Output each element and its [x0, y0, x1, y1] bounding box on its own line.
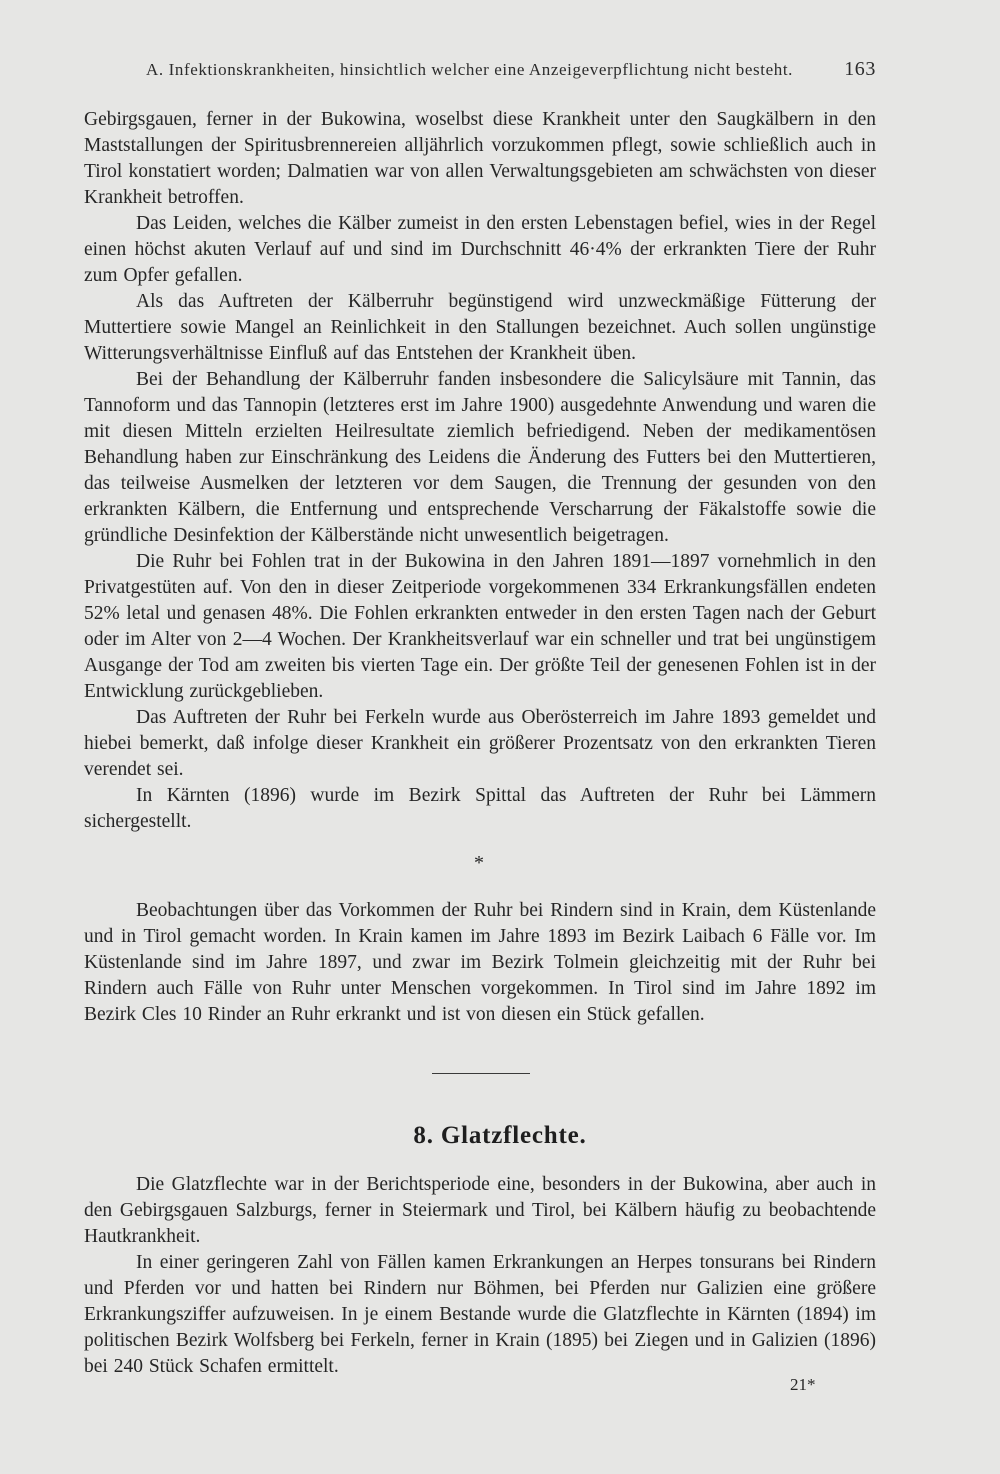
text-block-ruhr [84, 107, 876, 835]
running-title: A. Infektionskrankheiten, hinsichtlich welcher eine Anzeigeverpflichtung nicht besteht. [146, 60, 794, 79]
paragraph: Beobachtungen über das Vorkommen der Ruhr bei Rindern sind in Krain, dem Küstenlande und in Tirol gemacht worden. In Krain kamen im Jahre 1893 im Bezirk Laibach 6 Fälle vor. Im Küstenlande sind im Jahre 1897, und zwar im Bezirk Tolmein gleichzeitig mit der Ruhr bei Rindern auch Fälle von Ruhr unter Menschen vorgekommen. In Tirol sind im Jahre 1892 im Bezirk Cles 10 Rinder an Ruhr erkrankt und ist von diesen ein Stück gefallen. [84, 900, 876, 1025]
page-number: 163 [844, 58, 876, 80]
paragraph: Das Auftreten der Ruhr bei Ferkeln wurde aus Oberösterreich im Jahre 1893 gemeldet und hiebei bemerkt, daß infolge dieser Krankheit ein größerer Prozentsatz von den erkrankten Tieren verendet sei. [84, 707, 876, 780]
section-divider [432, 1073, 530, 1074]
paragraph: Das Leiden, welches die Kälber zumeist in den ersten Lebenstagen befiel, wies in der Regel einen höchst akuten Verlauf auf und sind im Durchschnitt 46·4% der erkrankten Tiere der Ruhr zum Opfer gefallen. [84, 213, 876, 286]
paragraph: Gebirgsgauen, ferner in der Bukowina, woselbst diese Krankheit unter den Saugkälbern in den Maststallungen der Spiritusbrennereien alljährlich vorzukommen pflegt, sowie schließlich auch in Tirol konstatiert worden; Dalmatien war von allen Verwaltungsgebieten am schwächsten von dieser Krankheit betroffen. [84, 109, 876, 208]
signature-mark: 21* [790, 1375, 816, 1394]
paragraph: Bei der Behandlung der Kälberruhr fanden insbesondere die Salicylsäure mit Tannin, das Tannoform und das Tannopin (letzteres erst im Jahre 1900) ausgedehnte Anwendung und waren die mit diesen Mitteln erzielten Heilresultate ziemlich befriedigend. Neben der medikamentösen Behandlung haben zur Einschränkung des Leidens die Änderung des Futters bei den Muttertieren, das teilweise Ausmelken der letzteren vor dem Saugen, die Trennung der gesunden von den erkrankten Kälbern, die Entfernung und entsprechende Verscharrung der Fäkalstoffe sowie die gründliche Desinfektion der Kälberstände nicht unwesentlich beigetragen. [84, 369, 876, 546]
text-block-glatzflechte [84, 1172, 876, 1380]
paragraph: Die Ruhr bei Fohlen trat in der Bukowina in den Jahren 1891—1897 vornehmlich in den Privatgestüten auf. Von den in dieser Zeitperiode vorgekommenen 334 Erkrankungsfällen endeten 52% letal und genasen 48%. Die Fohlen erkrankten entweder in den ersten Tagen nach der Geburt oder im Alter von 2—4 Wochen. Der Krankheitsverlauf war ein schneller und trat bei ungünstigem Ausgange der Tod am zweiten bis vierten Tage ein. Der größte Teil der genesenen Fohlen ist in der Entwicklung zurückgeblieben. [84, 551, 876, 702]
paragraph: In Kärnten (1896) wurde im Bezirk Spittal das Auftreten der Ruhr bei Lämmern sichergestellt. [84, 785, 876, 832]
text-block-rinder [84, 898, 876, 1028]
paragraph: In einer geringeren Zahl von Fällen kamen Erkrankungen an Herpes tonsurans bei Rindern und Pferden vor und hatten bei Rindern nur Böhmen, bei Pferden nur Galizien eine größere Erkrankungsziffer aufzuweisen. In je einem Bestande wurde die Glatzflechte in Kärnten (1894) im politischen Bezirk Wolfsberg bei Ferkeln, ferner in Krain (1895) bei Ziegen und in Galizien (1896) bei 240 Stück Schafen ermittelt. [84, 1252, 876, 1377]
paragraph: Die Glatzflechte war in der Berichtsperiode eine, besonders in der Bukowina, aber auch in den Gebirgsgauen Salzburgs, ferner in Steiermark und Tirol, bei Kälbern häufig zu beobachtende Hautkrankheit. [84, 1174, 876, 1247]
asterisk-separator: * [474, 852, 484, 874]
paragraph: Als das Auftreten der Kälberruhr begünstigend wird unzweckmäßige Fütterung der Muttertiere sowie Mangel an Reinlichkeit in den Stallungen bezeichnet. Auch sollen ungünstige Witterungsverhältnisse Einfluß auf das Entstehen der Krankheit üben. [84, 291, 876, 364]
section-heading: 8. Glatzflechte. [413, 1122, 587, 1149]
